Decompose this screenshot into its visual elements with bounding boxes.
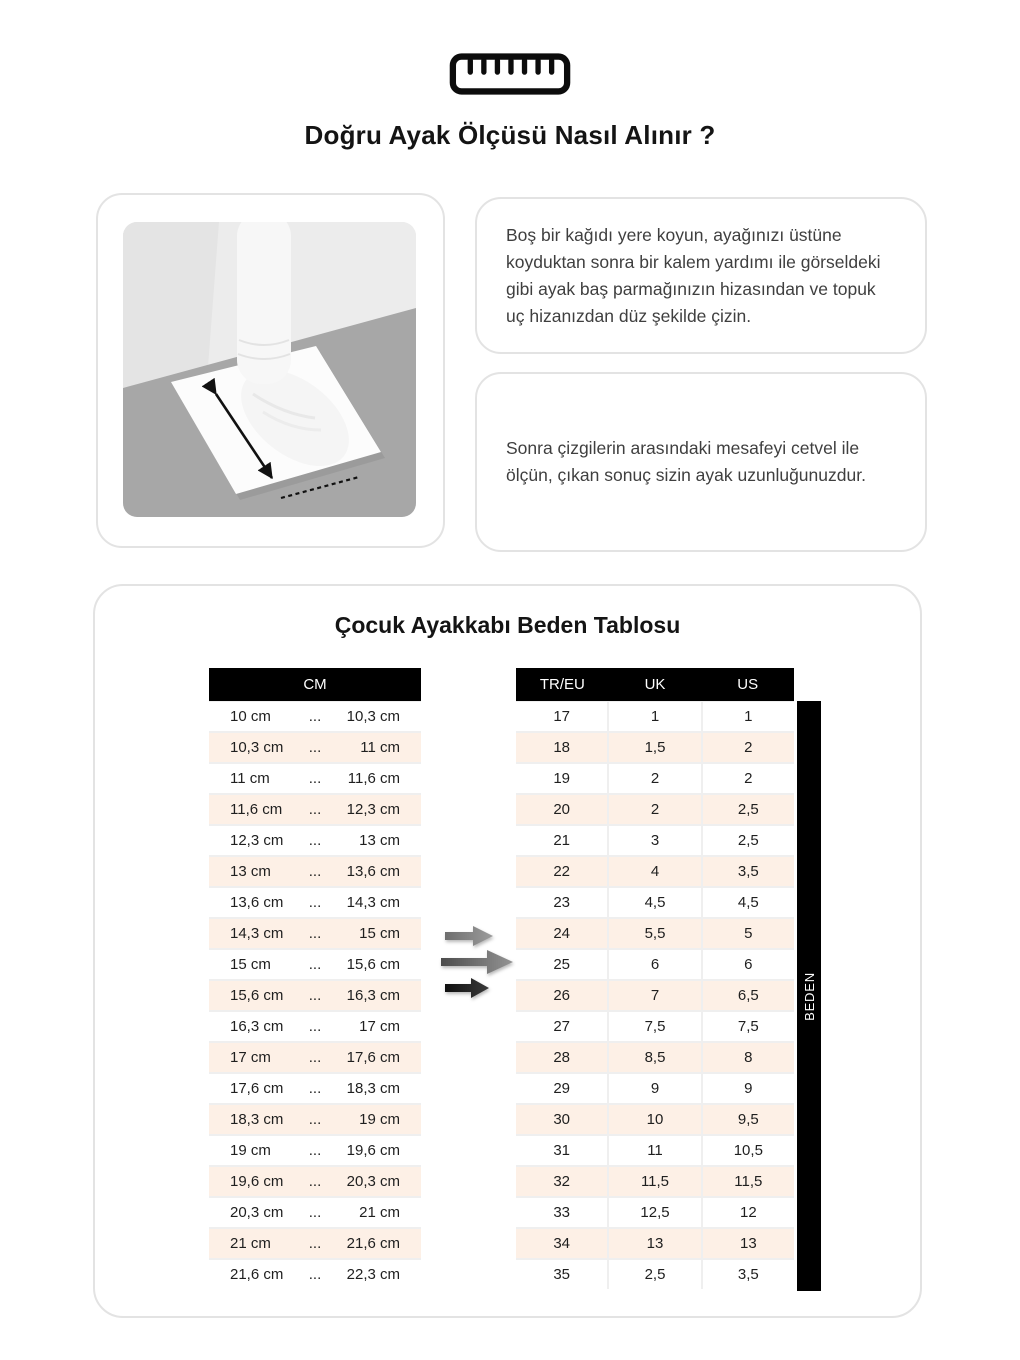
cm-range-separator: ... [308, 1173, 322, 1190]
size-table-row [516, 1198, 794, 1227]
cm-range-separator: ... [308, 1142, 322, 1159]
cm-to-value: 17,6 cm [346, 1049, 400, 1066]
size-table-section [93, 584, 922, 1318]
size-cell-uk: 2 [609, 764, 700, 793]
cm-table-row [209, 764, 421, 793]
size-cell-us: 7,5 [703, 1012, 794, 1041]
foot-measurement-photo [123, 222, 416, 517]
beden-side-label-text: BEDEN [801, 971, 817, 1021]
size-cell-us: 1 [703, 702, 794, 731]
size-table-row [516, 950, 794, 979]
page-title: Doğru Ayak Ölçüsü Nasıl Alınır ? [304, 120, 716, 150]
cm-to-value: 21,6 cm [346, 1235, 400, 1252]
size-conversion-table [516, 668, 794, 1289]
cm-table-row [209, 857, 421, 886]
cm-to-value: 19 cm [359, 1111, 400, 1128]
cm-table-row [209, 733, 421, 762]
size-cell-treu: 31 [516, 1136, 607, 1165]
cm-range-separator: ... [308, 739, 322, 756]
size-cell-treu: 35 [516, 1260, 607, 1289]
size-cell-us: 2,5 [703, 826, 794, 855]
size-cell-us: 3,5 [703, 857, 794, 886]
cm-table-row [209, 1105, 421, 1134]
size-cell-us: 2 [703, 733, 794, 762]
size-cell-uk: 13 [609, 1229, 700, 1258]
size-cell-uk: 4,5 [609, 888, 700, 917]
cm-from-value: 14,3 cm [230, 925, 284, 942]
size-table-row [516, 826, 794, 855]
cm-range-separator: ... [308, 770, 322, 787]
size-cell-us: 9,5 [703, 1105, 794, 1134]
cm-range-separator: ... [308, 708, 322, 725]
size-table-header-us: US [737, 676, 759, 693]
size-table-row [516, 702, 794, 731]
cm-range-separator: ... [308, 1049, 322, 1066]
cm-to-value: 18,3 cm [346, 1080, 400, 1097]
cm-to-value: 20,3 cm [346, 1173, 400, 1190]
size-table-header-treu: TR/EU [539, 676, 585, 693]
size-table-row [516, 1043, 794, 1072]
cm-to-value: 11,6 cm [347, 770, 400, 787]
beden-side-label [797, 701, 821, 1291]
cm-table-row [209, 826, 421, 855]
instruction-card-2 [475, 372, 927, 552]
size-cell-us: 10,5 [703, 1136, 794, 1165]
size-cell-uk: 7,5 [609, 1012, 700, 1041]
size-cell-treu: 19 [516, 764, 607, 793]
cm-table-row [209, 919, 421, 948]
cm-table-row [209, 795, 421, 824]
size-cell-us: 6,5 [703, 981, 794, 1010]
size-cell-treu: 20 [516, 795, 607, 824]
size-table-row [516, 1105, 794, 1134]
cm-table-row [209, 1167, 421, 1196]
instruction-step-1-text: Boş bir kağıdı yere koyun, ayağınızı üstüne koyduktan sonra bir kalem yardımı ile görseldeki gibi ayak baş parmağınızın hizasından ve topuk uç hizanızdan düz şekilde çizin. [506, 224, 881, 326]
double-arrow-right-icon [435, 920, 517, 1007]
cm-range-separator: ... [308, 1080, 322, 1097]
size-cell-uk: 2,5 [609, 1260, 700, 1289]
cm-from-value: 10,3 cm [230, 739, 284, 756]
cm-range-separator: ... [308, 1018, 322, 1035]
size-cell-uk: 9 [609, 1074, 700, 1103]
size-cell-uk: 7 [609, 981, 700, 1010]
size-table-row [516, 1074, 794, 1103]
size-table-row [516, 795, 794, 824]
cm-to-value: 17 cm [359, 1018, 400, 1035]
size-cell-treu: 30 [516, 1105, 607, 1134]
cm-range-separator: ... [308, 1266, 322, 1283]
size-cell-us: 5 [703, 919, 794, 948]
cm-from-value: 15,6 cm [230, 987, 284, 1004]
measurement-photo-card [96, 193, 445, 548]
size-table-row [516, 764, 794, 793]
size-table-title: Çocuk Ayakkabı Beden Tablosu [334, 612, 681, 638]
ruler-icon [0, 52, 1020, 96]
size-table-row [516, 1012, 794, 1041]
cm-to-value: 21 cm [359, 1204, 400, 1221]
cm-range-separator: ... [308, 863, 322, 880]
cm-from-value: 11 cm [230, 770, 270, 787]
cm-range-separator: ... [308, 987, 322, 1004]
cm-table-header: CM [209, 668, 421, 701]
cm-to-value: 13,6 cm [346, 863, 400, 880]
cm-range-separator: ... [308, 1111, 322, 1128]
cm-range-separator: ... [308, 925, 322, 942]
cm-table-row [209, 1229, 421, 1258]
cm-range-separator: ... [308, 1204, 322, 1221]
size-cell-treu: 25 [516, 950, 607, 979]
cm-table-row [209, 702, 421, 731]
cm-from-value: 19,6 cm [230, 1173, 284, 1190]
cm-to-value: 12,3 cm [346, 801, 400, 818]
cm-from-value: 13 cm [230, 863, 271, 880]
cm-from-value: 17 cm [230, 1049, 271, 1066]
size-cell-us: 9 [703, 1074, 794, 1103]
cm-from-value: 13,6 cm [230, 894, 284, 911]
size-table-row [516, 1260, 794, 1289]
cm-to-value: 15,6 cm [346, 956, 400, 973]
size-cell-us: 6 [703, 950, 794, 979]
size-cell-treu: 29 [516, 1074, 607, 1103]
size-cell-uk: 4 [609, 857, 700, 886]
size-cell-us: 2 [703, 764, 794, 793]
size-cell-us: 13 [703, 1229, 794, 1258]
cm-table-row [209, 981, 421, 1010]
cm-range-separator: ... [308, 801, 322, 818]
cm-range-separator: ... [308, 1235, 322, 1252]
cm-table-row [209, 1043, 421, 1072]
size-table-row [516, 919, 794, 948]
size-cell-treu: 27 [516, 1012, 607, 1041]
size-table-body [516, 701, 794, 1289]
cm-to-value: 14,3 cm [346, 894, 400, 911]
size-table-row [516, 888, 794, 917]
instruction-step-2-text: Sonra çizgilerin arasındaki mesafeyi cetvel ile ölçün, çıkan sonuç sizin ayak uzunluğunuzdur. [506, 438, 866, 485]
size-cell-us: 12 [703, 1198, 794, 1227]
size-cell-uk: 8,5 [609, 1043, 700, 1072]
cm-table-row [209, 1012, 421, 1041]
cm-range-separator: ... [308, 956, 322, 973]
size-cell-us: 3,5 [703, 1260, 794, 1289]
size-cell-us: 8 [703, 1043, 794, 1072]
size-cell-uk: 11,5 [609, 1167, 700, 1196]
cm-to-value: 19,6 cm [346, 1142, 400, 1159]
size-cell-treu: 21 [516, 826, 607, 855]
cm-to-value: 13 cm [359, 832, 400, 849]
cm-from-value: 21 cm [230, 1235, 271, 1252]
size-cell-treu: 33 [516, 1198, 607, 1227]
size-cell-treu: 17 [516, 702, 607, 731]
size-cell-uk: 12,5 [609, 1198, 700, 1227]
size-cell-uk: 3 [609, 826, 700, 855]
size-table-row [516, 1229, 794, 1258]
size-cell-treu: 26 [516, 981, 607, 1010]
cm-range-separator: ... [308, 894, 322, 911]
cm-table [209, 668, 421, 1289]
size-cell-treu: 32 [516, 1167, 607, 1196]
size-cell-treu: 23 [516, 888, 607, 917]
size-table-header-uk: UK [644, 676, 666, 693]
cm-to-value: 15 cm [359, 925, 400, 942]
cm-table-row [209, 950, 421, 979]
cm-from-value: 21,6 cm [230, 1266, 284, 1283]
size-table-row [516, 981, 794, 1010]
cm-from-value: 17,6 cm [230, 1080, 284, 1097]
size-table-row [516, 857, 794, 886]
size-table-row [516, 733, 794, 762]
cm-table-row [209, 1074, 421, 1103]
size-cell-treu: 34 [516, 1229, 607, 1258]
cm-from-value: 18,3 cm [230, 1111, 284, 1128]
size-cell-treu: 24 [516, 919, 607, 948]
size-cell-uk: 6 [609, 950, 700, 979]
instruction-card-1 [475, 197, 927, 354]
cm-from-value: 19 cm [230, 1142, 271, 1159]
size-cell-treu: 22 [516, 857, 607, 886]
cm-table-row [209, 1260, 421, 1289]
size-cell-us: 4,5 [703, 888, 794, 917]
ruler-icon-svg [449, 52, 571, 96]
size-cell-uk: 1,5 [609, 733, 700, 762]
cm-to-value: 16,3 cm [346, 987, 400, 1004]
size-cell-us: 11,5 [703, 1167, 794, 1196]
size-table-row [516, 1167, 794, 1196]
cm-from-value: 16,3 cm [230, 1018, 284, 1035]
size-cell-treu: 28 [516, 1043, 607, 1072]
size-cell-uk: 2 [609, 795, 700, 824]
size-cell-uk: 1 [609, 702, 700, 731]
size-cell-uk: 5,5 [609, 919, 700, 948]
size-cell-uk: 11 [609, 1136, 700, 1165]
cm-table-body [209, 701, 421, 1289]
cm-from-value: 11,6 cm [230, 801, 283, 818]
cm-range-separator: ... [308, 832, 322, 849]
cm-from-value: 15 cm [230, 956, 271, 973]
size-table-row [516, 1136, 794, 1165]
cm-table-row [209, 888, 421, 917]
cm-table-row [209, 1198, 421, 1227]
size-cell-uk: 10 [609, 1105, 700, 1134]
size-cell-treu: 18 [516, 733, 607, 762]
cm-to-value: 22,3 cm [346, 1266, 400, 1283]
cm-from-value: 12,3 cm [230, 832, 284, 849]
size-cell-us: 2,5 [703, 795, 794, 824]
cm-from-value: 20,3 cm [230, 1204, 284, 1221]
cm-to-value: 11 cm [360, 739, 400, 756]
cm-table-row [209, 1136, 421, 1165]
cm-from-value: 10 cm [230, 708, 271, 725]
cm-to-value: 10,3 cm [346, 708, 400, 725]
size-table-header-row [516, 668, 794, 701]
